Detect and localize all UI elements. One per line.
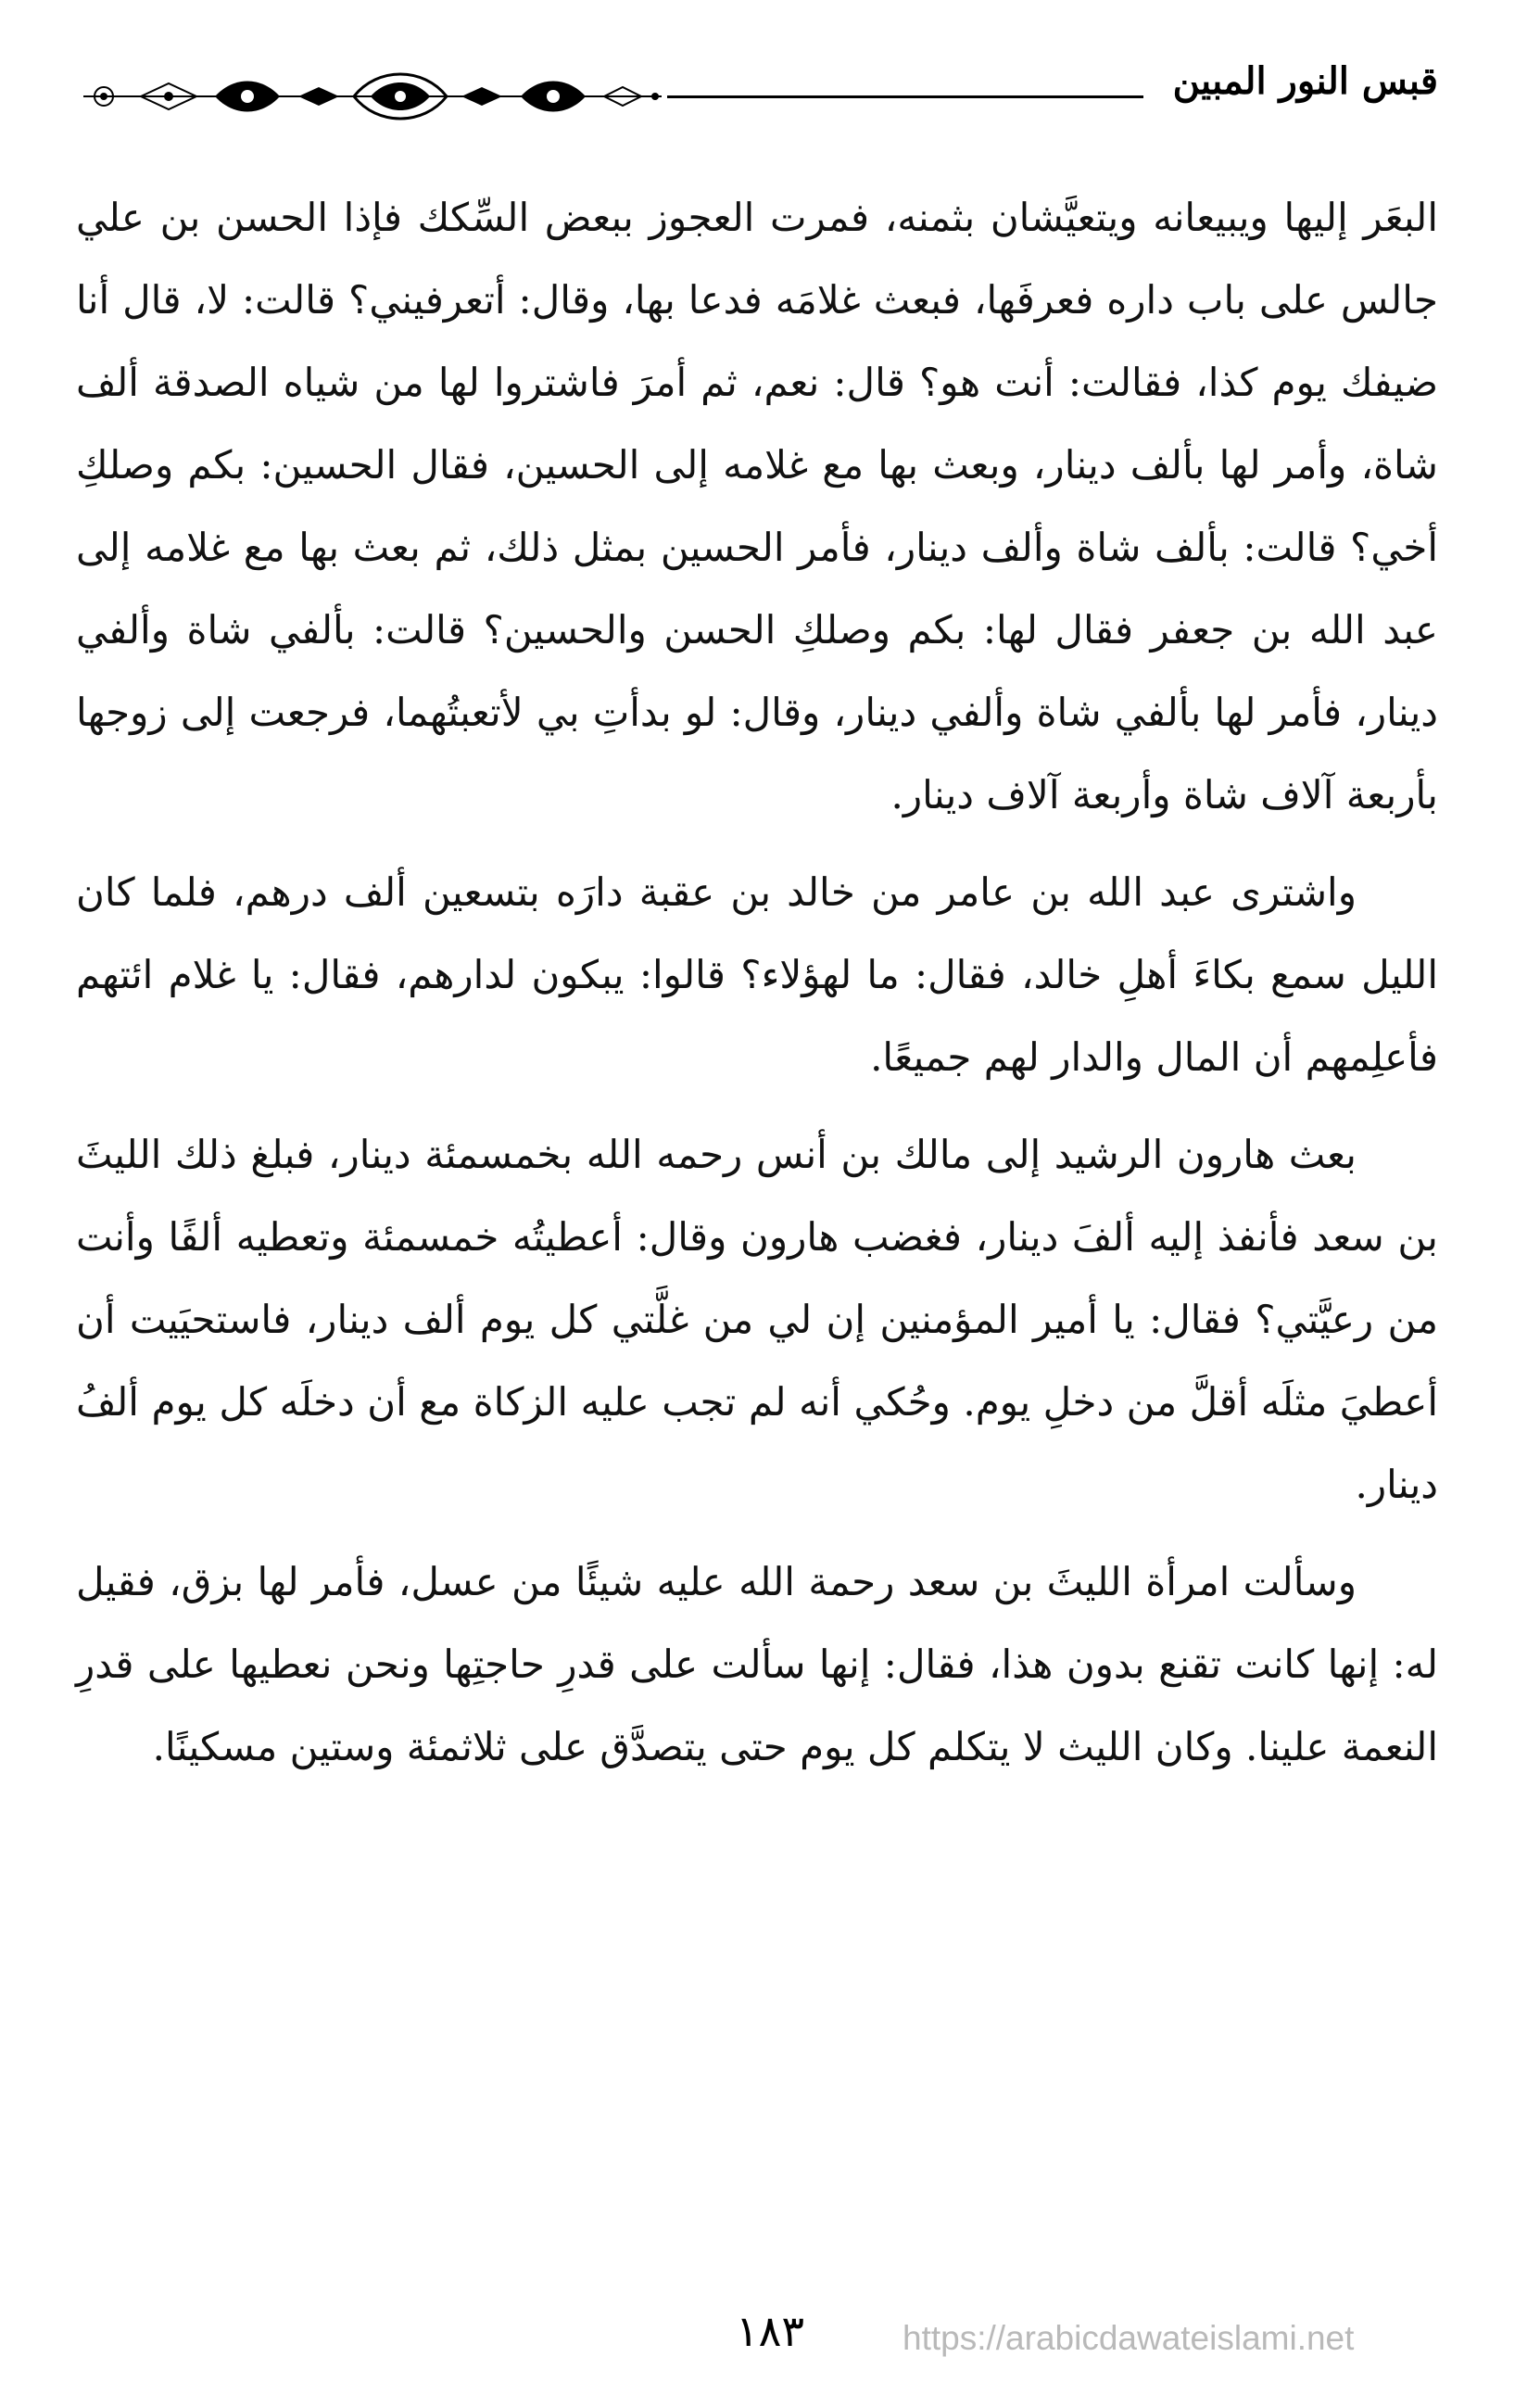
running-header bbox=[76, 54, 1438, 137]
ornament-icon bbox=[76, 59, 669, 133]
page-footer bbox=[0, 2306, 1540, 2371]
body-text bbox=[76, 176, 1438, 1788]
page-number: ١٨٣ bbox=[735, 2306, 805, 2356]
paragraph-2: واشترى عبد الله بن عامر من خالد بن عقبة دارَه بتسعين ألف درهم، فلما كان الليل سمع بكاءَ أهلِ خالد، فقال: ما لهؤلاء؟ قالوا: يبكون لدارهم، فقال: يا غلام ائتهم فأعلِمهم أن المال والدار لهم جميعًا. bbox=[76, 869, 1438, 1080]
book-title: قبس النور المبين bbox=[1172, 59, 1438, 103]
header-rule bbox=[667, 95, 1143, 98]
watermark-url: https://arabicdawateislami.net bbox=[903, 2319, 1355, 2357]
paragraph-4: وسألت امرأة الليثَ بن سعد رحمة الله عليه شيئًا من عسل، فأمر لها بزق، فقيل له: إنها كانت تقنع بدون هذا، فقال: إنها سألت على قدرِ حاجتِها ونحن نعطيها على قدرِ النعمة علينا. وكان الليث لا يتكلم كل يوم حتى يتصدَّق على ثلاثمئة وستين مسكينًا. bbox=[76, 1559, 1438, 1769]
paragraph-1: البعَر إليها ويبيعانه ويتعيَّشان بثمنه، فمرت العجوز ببعض السِّكك فإذا الحسن بن علي جالس على باب داره فعرفَها، فبعث غلامَه فدعا بها، وقال: أتعرفيني؟ قالت: لا، قال أنا ضيفك يوم كذا، فقالت: أنت هو؟ قال: نعم، ثم أمرَ فاشتروا لها من شياه الصدقة ألف شاة، وأمر لها بألف دينار، وبعث بها مع غلامه إلى الحسين، فقال الحسين: بكم وصلكِ أخي؟ قالت: بألف شاة وألف دينار، فأمر الحسين بمثل ذلك، ثم بعث بها مع غلامه إلى عبد الله بن جعفر فقال لها: بكم وصلكِ الحسن والحسين؟ قالت: بألفي شاة وألفي دينار، فأمر لها بألفي شاة وألفي دينار، وقال: لو بدأتِ بي لأتعبتُهما، فرجعت إلى زوجها بأربعة آلاف شاة وأربعة آلاف دينار. bbox=[76, 195, 1438, 817]
paragraph-3: بعث هارون الرشيد إلى مالك بن أنس رحمه الله بخمسمئة دينار، فبلغ ذلك الليثَ بن سعد فأنفذ إليه ألفَ دينار، فغضب هارون وقال: أعطيتُه خمسمئة وتعطيه ألفًا وأنت من رعيَّتي؟ فقال: يا أمير المؤمنين إن لي من غلَّتي كل يوم ألف دينار، فاستحيَيت أن أعطيَ مثلَه أقلَّ من دخلِ يوم. وحُكي أنه لم تجب عليه الزكاة مع أن دخلَه كل يوم ألفُ دينار. bbox=[76, 1132, 1438, 1507]
